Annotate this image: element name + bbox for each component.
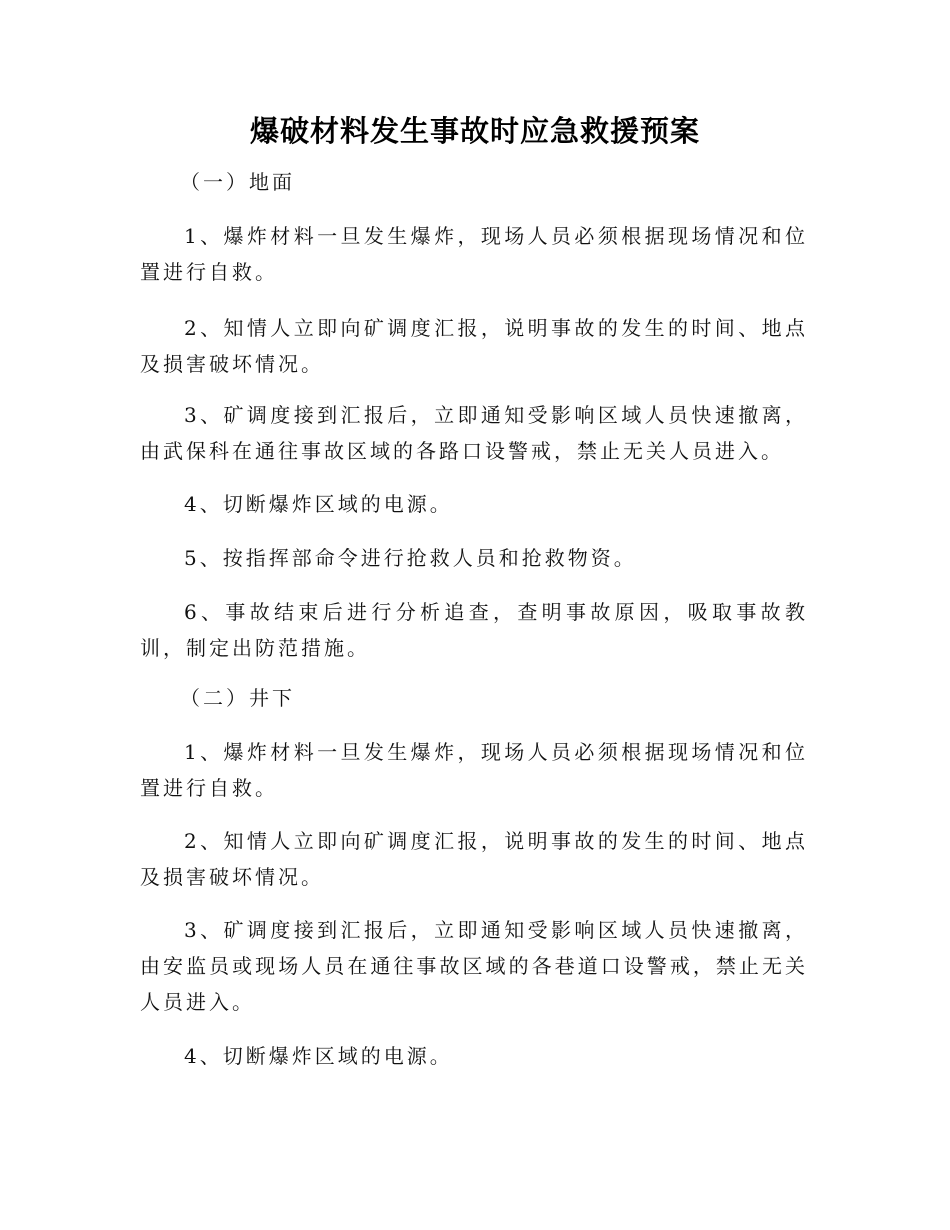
underground-item-2: 2、知情人立即向矿调度汇报，说明事故的发生的时间、地点及损害破坏情况。 bbox=[140, 829, 808, 889]
ground-item-5: 5、按指挥部命令进行抢救人员和抢救物资。 bbox=[184, 546, 637, 570]
ground-item-1: 1、爆炸材料一旦发生爆炸，现场人员必须根据现场情况和位置进行自救。 bbox=[140, 224, 808, 284]
underground-item-1: 1、爆炸材料一旦发生爆炸，现场人员必须根据现场情况和位置进行自救。 bbox=[140, 740, 808, 800]
ground-item-3: 3、矿调度接到汇报后，立即通知受影响区域人员快速撤离，由武保科在通往事故区域的各路口设警戒，禁止无关人员进入。 bbox=[140, 403, 808, 463]
document-title: 爆破材料发生事故时应急救援预案 bbox=[249, 114, 700, 148]
section-heading-ground: （一）地面 bbox=[180, 170, 295, 194]
ground-item-2: 2、知情人立即向矿调度汇报，说明事故的发生的时间、地点及损害破坏情况。 bbox=[140, 316, 808, 376]
underground-item-4: 4、切断爆炸区域的电源。 bbox=[184, 1044, 453, 1068]
section-heading-underground: （二）井下 bbox=[180, 686, 295, 710]
underground-item-3: 3、矿调度接到汇报后，立即通知受影响区域人员快速撤离，由安监员或现场人员在通往事故区域的各巷道口设警戒，禁止无关人员进入。 bbox=[140, 918, 808, 1014]
ground-item-6: 6、事故结束后进行分析追查，查明事故原因，吸取事故教训，制定出防范措施。 bbox=[140, 600, 808, 660]
ground-item-4: 4、切断爆炸区域的电源。 bbox=[184, 492, 453, 516]
